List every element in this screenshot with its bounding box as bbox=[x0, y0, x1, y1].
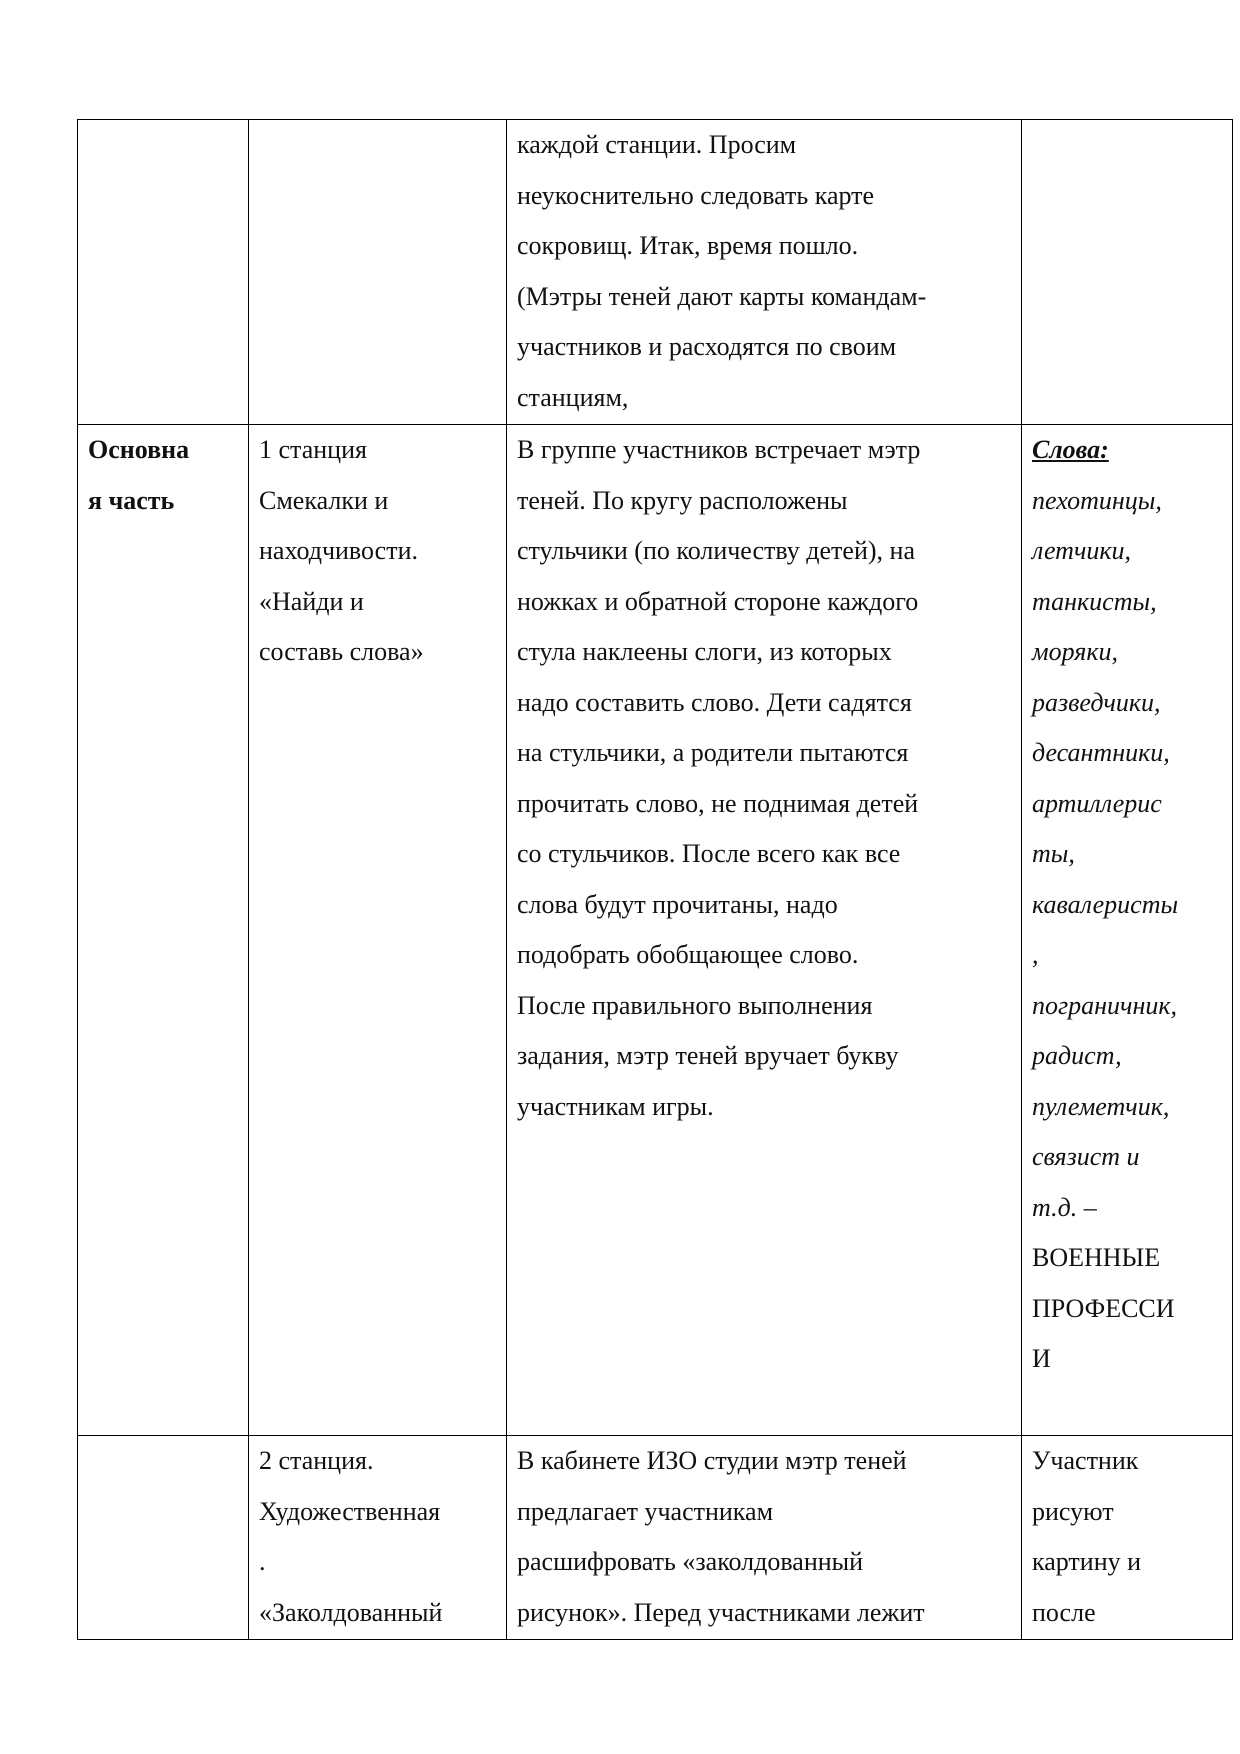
text-line: каждой станции. Просим bbox=[517, 130, 797, 159]
table-row bbox=[78, 425, 1233, 1436]
text-line: ПРОФЕССИ bbox=[1032, 1293, 1175, 1323]
text-line: Художественная bbox=[259, 1496, 441, 1526]
text-line: 2 станция. bbox=[259, 1446, 374, 1475]
text-line: пограничник, bbox=[1032, 990, 1178, 1020]
text-line: связист и bbox=[1032, 1142, 1140, 1171]
text-line: (Мэтры теней дают карты командам- bbox=[517, 281, 927, 311]
notes-cell bbox=[1022, 1436, 1233, 1640]
program-table bbox=[77, 119, 1233, 1640]
text-line: сокровищ. Итак, время пошло. bbox=[517, 231, 859, 260]
description-cell bbox=[507, 1436, 1022, 1640]
text-line: В группе участников встречает мэтр bbox=[517, 435, 921, 464]
text-line: станциям, bbox=[517, 382, 629, 412]
text-line: ты, bbox=[1032, 839, 1075, 868]
text-line: расшифровать «заколдованный bbox=[517, 1547, 864, 1576]
station-cell bbox=[249, 120, 507, 425]
text-line: со стульчиков. После всего как все bbox=[517, 839, 901, 868]
text-line: кавалеристы bbox=[1032, 889, 1179, 919]
stage-cell bbox=[78, 120, 249, 425]
notes-cell bbox=[1022, 120, 1233, 425]
text-line: т.д. – bbox=[1032, 1192, 1097, 1222]
station-cell bbox=[249, 425, 507, 1436]
table-row bbox=[78, 120, 1233, 425]
text-line: задания, мэтр теней вручает букву bbox=[517, 1041, 899, 1070]
text-line: моряки, bbox=[1032, 637, 1118, 666]
description-cell bbox=[507, 120, 1022, 425]
text-line: Основна bbox=[88, 435, 190, 464]
text-line: Смекалки и bbox=[259, 485, 389, 515]
description-cell bbox=[507, 425, 1022, 1436]
text-line: После правильного выполнения bbox=[517, 990, 873, 1020]
text-line: участникам игры. bbox=[517, 1091, 714, 1121]
text-line: составь слова» bbox=[259, 637, 424, 666]
text-line: ВОЕННЫЕ bbox=[1032, 1243, 1161, 1272]
text-line: И bbox=[1032, 1344, 1051, 1373]
text-line: неукоснительно следовать карте bbox=[517, 180, 875, 210]
text-line: рисуют bbox=[1032, 1496, 1114, 1526]
text-line: пехотинцы, bbox=[1032, 485, 1162, 515]
notes-plain-list bbox=[1032, 1233, 1222, 1385]
text-line: танкисты, bbox=[1032, 586, 1157, 616]
text-line: участников и расходятся по своим bbox=[517, 332, 897, 361]
notes-cell bbox=[1022, 425, 1233, 1436]
stage-cell bbox=[78, 425, 249, 1436]
text-line: прочитать слово, не поднимая детей bbox=[517, 788, 919, 818]
text-line: стульчики (по количеству детей), на bbox=[517, 536, 915, 565]
table-row bbox=[78, 1436, 1233, 1640]
notes-title: Слова: bbox=[1032, 435, 1109, 464]
stage-cell bbox=[78, 1436, 249, 1640]
text-line: , bbox=[1032, 940, 1039, 969]
text-line: . bbox=[259, 1547, 266, 1576]
text-line: после bbox=[1032, 1597, 1096, 1627]
text-line: стула наклеены слоги, из которых bbox=[517, 637, 892, 666]
text-line: подобрать обобщающее слово. bbox=[517, 940, 859, 969]
text-line: пулеметчик, bbox=[1032, 1091, 1170, 1121]
text-line: слова будут прочитаны, надо bbox=[517, 889, 838, 919]
text-line: «Найди и bbox=[259, 586, 364, 616]
text-line: В кабинете ИЗО студии мэтр теней bbox=[517, 1446, 907, 1475]
text-line: рисунок». Перед участниками лежит bbox=[517, 1597, 925, 1627]
text-line: теней. По кругу расположены bbox=[517, 485, 848, 515]
text-line: летчики, bbox=[1032, 536, 1132, 565]
text-line: надо составить слово. Дети садятся bbox=[517, 687, 912, 717]
station-cell bbox=[249, 1436, 507, 1640]
text-line: Участник bbox=[1032, 1446, 1139, 1475]
text-line: 1 станция bbox=[259, 435, 367, 464]
text-line: десантники, bbox=[1032, 738, 1170, 767]
table-body bbox=[78, 120, 1233, 1640]
text-line: ножках и обратной стороне каждого bbox=[517, 586, 919, 616]
text-line: артиллерис bbox=[1032, 788, 1162, 818]
text-line: я часть bbox=[88, 485, 175, 515]
text-line: «Заколдованный bbox=[259, 1597, 443, 1627]
text-line: радист, bbox=[1032, 1041, 1122, 1070]
text-line: картину и bbox=[1032, 1547, 1142, 1576]
text-line: на стульчики, а родители пытаются bbox=[517, 738, 909, 767]
text-line: предлагает участникам bbox=[517, 1496, 774, 1526]
notes-italic-list bbox=[1032, 476, 1222, 1234]
text-line: находчивости. bbox=[259, 536, 418, 565]
text-line: разведчики, bbox=[1032, 687, 1161, 717]
